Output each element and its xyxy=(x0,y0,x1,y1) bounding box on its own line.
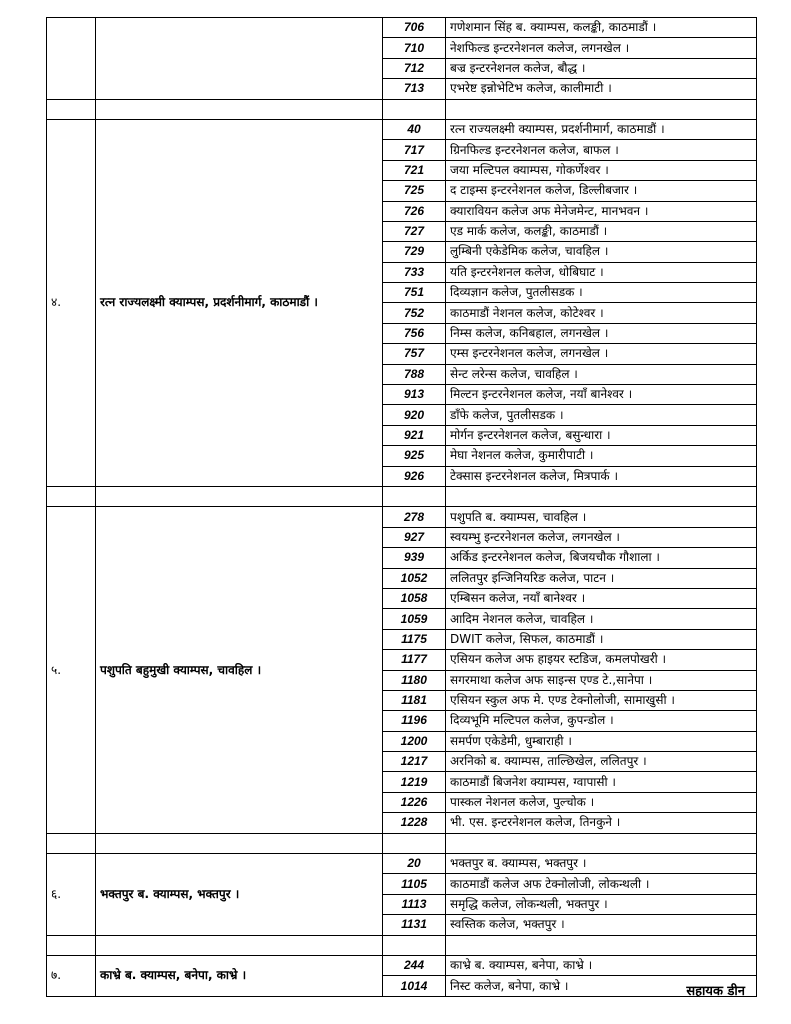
college-code: 1177 xyxy=(383,650,446,670)
separator-cell xyxy=(96,99,383,119)
college-code: 278 xyxy=(383,507,446,527)
college-code: 752 xyxy=(383,303,446,323)
college-name: एम्बिसन कलेज, नयाँ बानेश्वर । xyxy=(446,588,757,608)
college-code: 1113 xyxy=(383,894,446,914)
college-name: एड मार्क कलेज, कलङ्की, काठमाडौं । xyxy=(446,221,757,241)
separator-cell xyxy=(383,99,446,119)
college-name: काठमाडौं नेशनल कलेज, कोटेश्वर । xyxy=(446,303,757,323)
college-name: टेक्सास इन्टरनेशनल कलेज, मित्रपार्क । xyxy=(446,466,757,486)
college-code: 756 xyxy=(383,323,446,343)
college-name: जया मल्टिपल क्याम्पस, गोकर्णेश्वर । xyxy=(446,160,757,180)
college-name: अरनिको ब. क्याम्पस, ताल्छिखेल, ललितपुर । xyxy=(446,752,757,772)
college-name: एसियन कलेज अफ हाइयर स्टडिज, कमलपोखरी । xyxy=(446,650,757,670)
college-name: द टाइम्स इन्टरनेशनल कलेज, डिल्लीबजार । xyxy=(446,181,757,201)
college-code: 1200 xyxy=(383,731,446,751)
college-name: निम्स कलेज, कनिबहाल, लगनखेल । xyxy=(446,323,757,343)
college-name: एसियन स्कुल अफ मे. एण्ड टेक्नोलोजी, सामाखुसी । xyxy=(446,690,757,710)
college-code: 1196 xyxy=(383,711,446,731)
college-name: एम्स इन्टरनेशनल कलेज, लगनखेल । xyxy=(446,344,757,364)
table-row xyxy=(47,955,757,975)
college-name: क्यारावियन कलेज अफ मेनेजमेन्ट, मानभवन । xyxy=(446,201,757,221)
college-code: 710 xyxy=(383,38,446,58)
college-code: 721 xyxy=(383,160,446,180)
college-name: अर्किड इन्टरनेशनल कलेज, बिजयचौक गौशाला । xyxy=(446,548,757,568)
college-code: 712 xyxy=(383,58,446,78)
college-code: 729 xyxy=(383,242,446,262)
college-name: भी. एस. इन्टरनेशनल कलेज, तिनकुने । xyxy=(446,813,757,833)
college-code: 726 xyxy=(383,201,446,221)
exam-center-table-body xyxy=(47,18,757,997)
separator-cell xyxy=(96,833,383,853)
exam-center-name xyxy=(96,18,383,100)
college-name: DWIT कलेज, सिफल, काठमाडौं । xyxy=(446,629,757,649)
college-code: 1180 xyxy=(383,670,446,690)
college-name: गणेशमान सिंह ब. क्याम्पस, कलङ्की, काठमाडौं । xyxy=(446,18,757,38)
college-name: यति इन्टरनेशनल कलेज, धोबिघाट । xyxy=(446,262,757,282)
college-name: समर्पण एकेडेमी, धुम्बाराही । xyxy=(446,731,757,751)
college-name: पास्कल नेशनल कलेज, पुल्चोक । xyxy=(446,792,757,812)
college-name: काठमाडौं बिजनेश क्याम्पस, ग्वापासी । xyxy=(446,772,757,792)
college-code: 925 xyxy=(383,446,446,466)
separator-cell xyxy=(383,833,446,853)
college-name: निस्ट कलेज, बनेपा, काभ्रे । xyxy=(446,976,757,996)
college-code: 1058 xyxy=(383,588,446,608)
college-code: 751 xyxy=(383,283,446,303)
college-code: 706 xyxy=(383,18,446,38)
college-name: सगरमाथा कलेज अफ साइन्स एण्ड टे.,सानेपा । xyxy=(446,670,757,690)
college-code: 1131 xyxy=(383,915,446,935)
college-code: 1105 xyxy=(383,874,446,894)
serial-number: ७. xyxy=(47,955,96,996)
college-code: 20 xyxy=(383,854,446,874)
separator-cell xyxy=(383,935,446,955)
serial-number: ४. xyxy=(47,119,96,486)
college-name: ललितपुर इन्जिनियरिङ कलेज, पाटन । xyxy=(446,568,757,588)
college-name: ग्रिनफिल्ड इन्टरनेशनल कलेज, बाफल । xyxy=(446,140,757,160)
college-code: 725 xyxy=(383,181,446,201)
college-code: 727 xyxy=(383,221,446,241)
college-name: स्वयम्भु इन्टरनेशनल कलेज, लगनखेल । xyxy=(446,527,757,547)
separator-cell xyxy=(446,99,757,119)
serial-number: ५. xyxy=(47,507,96,833)
exam-center-name: पशुपति बहुमुखी क्याम्पस, चावहिल । xyxy=(96,507,383,833)
college-code: 788 xyxy=(383,364,446,384)
college-name: सेन्ट लरेन्स कलेज, चावहिल । xyxy=(446,364,757,384)
separator-row xyxy=(47,833,757,853)
serial-number xyxy=(47,18,96,100)
college-name: काभ्रे ब. क्याम्पस, बनेपा, काभ्रे । xyxy=(446,955,757,975)
separator-cell xyxy=(47,486,96,506)
college-code: 40 xyxy=(383,119,446,139)
separator-cell xyxy=(47,935,96,955)
college-name: पशुपति ब. क्याम्पस, चावहिल । xyxy=(446,507,757,527)
college-code: 1228 xyxy=(383,813,446,833)
exam-center-name: रत्न राज्यलक्ष्मी क्याम्पस, प्रदर्शनीमार्ग, काठमाडौं । xyxy=(96,119,383,486)
college-name: डाँफे कलेज, पुतलीसडक । xyxy=(446,405,757,425)
separator-cell xyxy=(96,935,383,955)
college-code: 920 xyxy=(383,405,446,425)
college-name: दिव्यज्ञान कलेज, पुतलीसडक । xyxy=(446,283,757,303)
college-name: एभरेष्ट इन्नोभेटिभ कलेज, कालीमाटी । xyxy=(446,79,757,99)
separator-cell xyxy=(383,486,446,506)
separator-row xyxy=(47,935,757,955)
college-code: 1175 xyxy=(383,629,446,649)
table-row xyxy=(47,18,757,38)
college-code: 913 xyxy=(383,385,446,405)
college-code: 733 xyxy=(383,262,446,282)
college-code: 713 xyxy=(383,79,446,99)
college-name: नेशफिल्ड इन्टरनेशनल कलेज, लगनखेल । xyxy=(446,38,757,58)
separator-cell xyxy=(47,99,96,119)
college-name: समृद्धि कलेज, लोकन्थली, भक्तपुर । xyxy=(446,894,757,914)
college-name: मेघा नेशनल कलेज, कुमारीपाटी । xyxy=(446,446,757,466)
exam-center-name: भक्तपुर ब. क्याम्पस, भक्तपुर । xyxy=(96,854,383,936)
college-code: 926 xyxy=(383,466,446,486)
serial-number: ६. xyxy=(47,854,96,936)
college-code: 244 xyxy=(383,955,446,975)
separator-row xyxy=(47,486,757,506)
college-code: 1052 xyxy=(383,568,446,588)
college-code: 1219 xyxy=(383,772,446,792)
college-name: मोर्गन इन्टरनेशनल कलेज, बसुन्धारा । xyxy=(446,425,757,445)
table-row xyxy=(47,854,757,874)
separator-cell xyxy=(96,486,383,506)
college-name: दिव्यभूमि मल्टिपल कलेज, कुपन्डोल । xyxy=(446,711,757,731)
college-name: मिल्टन इन्टरनेशनल कलेज, नयाँ बानेश्वर । xyxy=(446,385,757,405)
college-code: 1181 xyxy=(383,690,446,710)
college-name: स्वस्तिक कलेज, भक्तपुर । xyxy=(446,915,757,935)
separator-cell xyxy=(446,833,757,853)
college-code: 1059 xyxy=(383,609,446,629)
college-name: आदिम नेशनल कलेज, चावहिल । xyxy=(446,609,757,629)
college-code: 1014 xyxy=(383,976,446,996)
college-name: लुम्बिनी एकेडेमिक कलेज, चावहिल । xyxy=(446,242,757,262)
table-row xyxy=(47,507,757,527)
college-code: 939 xyxy=(383,548,446,568)
college-name: काठमाडौं कलेज अफ टेक्नोलोजी, लोकन्थली । xyxy=(446,874,757,894)
college-name: रत्न राज्यलक्ष्मी क्याम्पस, प्रदर्शनीमार्ग, काठमाडौं । xyxy=(446,119,757,139)
separator-cell xyxy=(47,833,96,853)
separator-cell xyxy=(446,486,757,506)
college-code: 921 xyxy=(383,425,446,445)
college-code: 927 xyxy=(383,527,446,547)
college-name: बज्र इन्टरनेशनल कलेज, बौद्ध । xyxy=(446,58,757,78)
college-name: भक्तपुर ब. क्याम्पस, भक्तपुर । xyxy=(446,854,757,874)
separator-row xyxy=(47,99,757,119)
college-code: 1217 xyxy=(383,752,446,772)
table-row xyxy=(47,119,757,139)
exam-center-table xyxy=(46,17,757,997)
college-code: 1226 xyxy=(383,792,446,812)
signature-label: सहायक डीन xyxy=(686,984,745,999)
separator-cell xyxy=(446,935,757,955)
exam-center-name: काभ्रे ब. क्याम्पस, बनेपा, काभ्रे । xyxy=(96,955,383,996)
college-code: 757 xyxy=(383,344,446,364)
college-code: 717 xyxy=(383,140,446,160)
